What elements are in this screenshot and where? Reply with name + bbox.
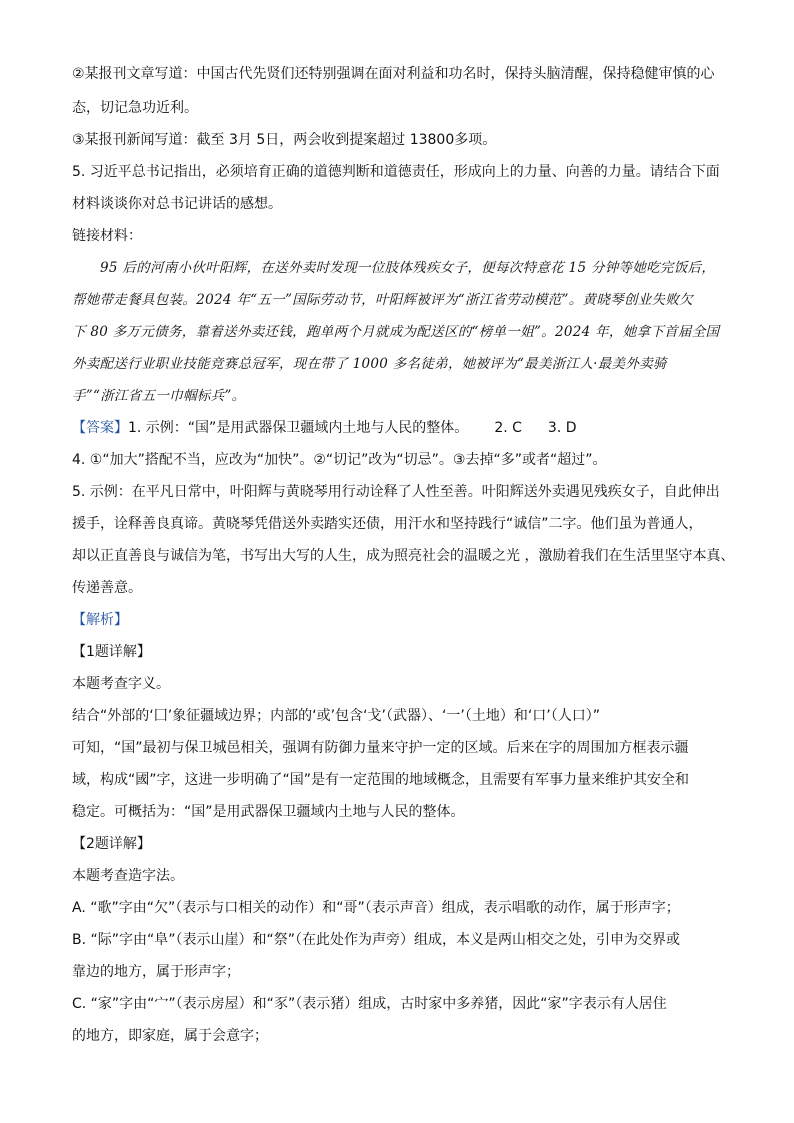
option-b: B. “际”字由“阜”（表示山崖）和“祭”（在此处作为声旁）组成，本义是两山相交之处，引申为交界或 — [72, 932, 681, 948]
text-line: 材料谈谈你对总书记讲话的感想。 — [72, 196, 282, 212]
text-line: 态，切记急功近利。 — [72, 100, 198, 116]
material-text: 帮她带走餐具包装。2024 年“五一”国际劳动节，叶阳辉被评为“浙江省劳动模范”。黄晓琴创业失败欠 — [72, 292, 693, 308]
material-heading: 链接材料： — [72, 228, 142, 244]
text-line: 可知，“国”最初与保卫城邑相关，强调有防御力量来守护一定的区域。后来在字的周围加方框表示疆 — [72, 740, 689, 756]
material-text: 手”“浙江省五一巾帼标兵”。 — [72, 388, 246, 404]
text-line: 域，构成“國”字，这进一步明确了“国”是有一定范围的地域概念，且需要有军事力量来维护其安全和 — [72, 772, 690, 788]
answer-label: 【答案】 — [72, 420, 128, 436]
q1-heading: 【1题详解】 — [72, 644, 151, 660]
text-line: ③某报刊新闻写道：截至 3月 5日，两会收到提案超过 13800多项。 — [72, 132, 497, 148]
answer-line — [72, 418, 732, 438]
answer-2: 2. C — [494, 420, 522, 436]
text-line: 稳定。可概括为：“国”是用武器保卫疆域内土地与人民的整体。 — [72, 804, 465, 820]
analysis-heading: 【解析】 — [72, 612, 128, 628]
material-text: 95 后的河南小伙叶阳辉，在送外卖时发现一位肢体残疾女子，便每次特意花 15 分钟等她吃完饭后， — [100, 260, 716, 276]
text-line: 靠边的地方，属于形声字； — [72, 964, 240, 980]
text-line: ②某报刊文章写道：中国古代先贤们还特别强调在面对利益和功名时，保持头脑清醒，保持稳健审慎的心 — [72, 66, 715, 82]
option-c: C. “家”字由“宀”（表示房屋）和“豕”（表示猪）组成，古时家中多养猪，因此“家”字表示有人居住 — [72, 996, 667, 1012]
text-line: 结合“外部的‘囗’象征疆域边界；内部的‘或’包含‘戈’（武器）、‘一’（土地）和‘口’（人口）” — [72, 708, 601, 724]
text-line: 传递善意。 — [72, 580, 142, 596]
question-5: 5. 习近平总书记指出，必须培育正确的道德判断和道德责任，形成向上的力量、向善的力量。请结合下面 — [72, 164, 720, 180]
answer-5: 5. 示例：在平凡日常中，叶阳辉与黄晓琴用行动诠释了人性至善。叶阳辉送外卖遇见残疾女子，自此伸出 — [72, 484, 720, 500]
text-line: 的地方，即家庭，属于会意字； — [72, 1028, 268, 1044]
answer-3: 3. D — [547, 420, 577, 436]
answer-1: 1. 示例：“国”是用武器保卫疆域内土地与人民的整体。 — [128, 420, 469, 436]
text-line: 本题考查字义。 — [72, 676, 170, 692]
option-a: A. “歌”字由“欠”（表示与口相关的动作）和“哥”（表示声音）组成，表示唱歌的动作，属于形声字； — [72, 900, 680, 916]
answer-4: 4. ①“加大”搭配不当，应改为“加快”。②“切记”改为“切忌”。③去掉“多”或者“超过”。 — [72, 452, 607, 468]
text-line: 却以正直善良与诚信为笔，书写出大写的人生，成为照亮社会的温暖之光 ，激励着我们在生活里坚守本真、 — [72, 548, 735, 564]
q2-heading: 【2题详解】 — [72, 836, 151, 852]
text-line: 援手，诠释善良真谛。黄晓琴凭借送外卖踏实还债，用汗水和坚持践行“诚信”二字。他们虽为普通人， — [72, 516, 703, 532]
text-line: 本题考查造字法。 — [72, 868, 184, 884]
material-text: 下 80 多万元债务，靠着送外卖还钱，跑单两个月就成为配送区的“榜单一姐”。2024 年，她拿下首届全国 — [72, 324, 720, 340]
material-text: 外卖配送行业职业技能竞赛总冠军，现在带了 1000 多名徒弟，她被评为“最美浙江人·最美外卖骑 — [72, 356, 667, 372]
